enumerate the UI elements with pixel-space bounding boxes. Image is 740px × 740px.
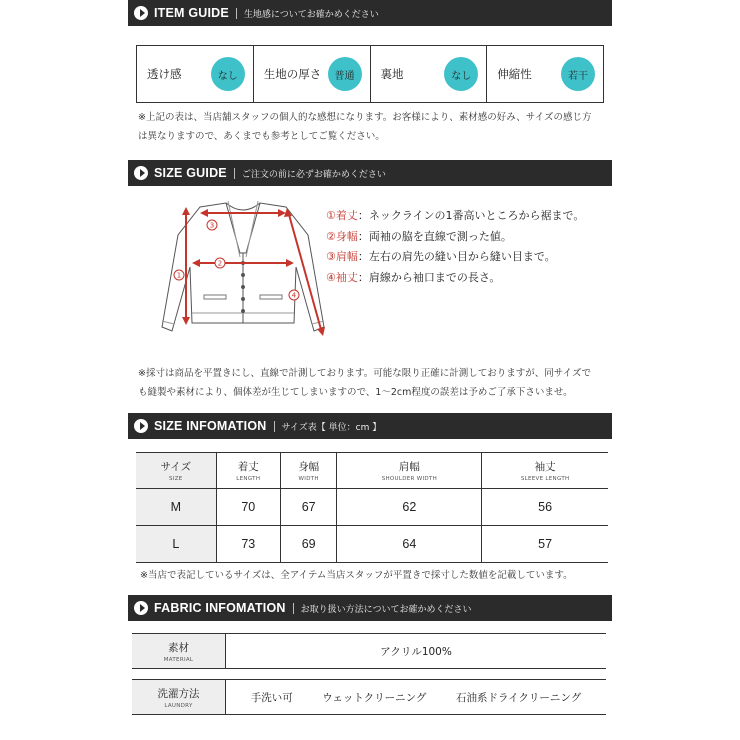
- section-subtitle: 生地感についてお確かめください: [243, 9, 379, 20]
- divider: [274, 421, 275, 432]
- item-guide-badge: なし: [211, 57, 245, 91]
- cell-value: 57: [482, 526, 608, 563]
- size-info-note: ※当店で表記しているサイズは、全アイテム当店スタッフが平置きで採寸した数値を記載しています。: [140, 570, 573, 581]
- item-guide-note: [138, 108, 592, 146]
- section-title: FABRIC INFOMATION: [154, 601, 286, 615]
- col-header-shoulder: 肩幅 SHOULDER WIDTH: [337, 453, 482, 489]
- col-header-length: 着丈 LENGTH: [216, 453, 280, 489]
- col-header-size: サイズ SIZE: [136, 453, 216, 489]
- laundry-item: ウェットクリーニング: [322, 691, 427, 704]
- col-header-width: 身幅 WIDTH: [280, 453, 337, 489]
- item-guide-label: 裏地: [380, 67, 404, 81]
- item-guide-cell-lining: [371, 46, 488, 102]
- cell-size: M: [136, 489, 216, 526]
- cell-value: 56: [482, 489, 608, 526]
- fabric-row-material: [132, 633, 606, 669]
- fabric-laundry-values: [226, 680, 606, 714]
- item-guide-badge: 若干: [561, 57, 595, 91]
- divider: [236, 8, 237, 19]
- legend-item: ④袖丈：肩線から袖口までの長さ。: [326, 270, 501, 284]
- label-4: 4: [291, 291, 297, 300]
- note-line: も縫製や素材により、個体差が生じてしまいますので、1〜2cm程度の誤差は予めご了承下さいませ。: [138, 387, 573, 398]
- fabric-material-value: アクリル100%: [380, 645, 452, 658]
- cell-value: 70: [216, 489, 280, 526]
- note-line: ※上記の表は、当店舗スタッフの個人的な感想になります。お客様により、素材感の好み、サイズの感じ方: [138, 112, 592, 123]
- section-subtitle: お取り扱い方法についてお確かめください: [300, 604, 472, 615]
- item-guide-badge: なし: [444, 57, 478, 91]
- section-title: SIZE INFOMATION: [154, 419, 267, 433]
- section-title: SIZE GUIDE: [154, 166, 227, 180]
- item-guide-table: [136, 45, 604, 103]
- fabric-row-header: 素材 MATERIAL: [132, 634, 226, 668]
- divider: [293, 603, 294, 614]
- note-line: は異なりますので、あくまでも参考としてご覧ください。: [138, 131, 385, 142]
- size-guide-header: [128, 160, 612, 186]
- item-guide-header: [128, 0, 612, 26]
- table-row: [136, 526, 608, 563]
- item-guide-cell-thickness: [254, 46, 371, 102]
- size-table: [136, 452, 608, 563]
- item-guide-badge: 普通: [328, 57, 362, 91]
- play-circle-icon: [134, 419, 148, 433]
- cell-value: 67: [280, 489, 337, 526]
- legend-item: ①着丈：ネックラインの1番高いところから裾まで。: [326, 209, 585, 222]
- item-guide-label: 生地の厚さ: [263, 67, 322, 81]
- item-guide-label: 伸縮性: [497, 67, 532, 81]
- legend-item: ③肩幅：左右の肩先の縫い目から縫い目まで。: [326, 250, 556, 263]
- item-guide-cell-stretch: [487, 46, 603, 102]
- cell-value: 73: [216, 526, 280, 563]
- section-subtitle: ご注文の前に必ずお確かめください: [241, 169, 386, 180]
- table-row: [136, 489, 608, 526]
- item-guide-label: 透け感: [147, 67, 182, 81]
- table-header-row: [136, 453, 608, 489]
- item-guide-cell-transparency: [137, 46, 254, 102]
- section-subtitle: サイズ表【 単位：cm 】: [281, 422, 382, 433]
- cardigan-diagram: [148, 195, 338, 355]
- col-header-sleeve: 袖丈 SLEEVE LENGTH: [482, 453, 608, 489]
- size-info-header: [128, 413, 612, 439]
- size-guide-note: [138, 364, 591, 402]
- section-title: ITEM GUIDE: [154, 6, 229, 20]
- play-circle-icon: [134, 601, 148, 615]
- divider: [234, 168, 235, 179]
- cell-value: 64: [337, 526, 482, 563]
- laundry-item: 石油系ドライクリーニング: [455, 691, 582, 704]
- note-line: ※採寸は商品を平置きにし、直線で計測しております。可能な限り正確に計測しておりますが、同サイズで: [138, 368, 591, 379]
- fabric-row-header: 洗濯方法 LAUNDRY: [132, 680, 226, 714]
- size-guide-legend: [326, 206, 584, 288]
- cell-value: 62: [337, 489, 482, 526]
- fabric-row-laundry: [132, 679, 606, 715]
- fabric-info-header: [128, 595, 612, 621]
- cell-size: L: [136, 526, 216, 563]
- play-circle-icon: [134, 6, 148, 20]
- laundry-item: 手洗い可: [250, 691, 293, 704]
- measure-labels: [174, 220, 299, 300]
- label-3: 3: [209, 221, 215, 230]
- legend-item: ②身幅：両袖の脇を直線で測った値。: [326, 229, 512, 243]
- label-2: 2: [217, 259, 223, 268]
- play-circle-icon: [134, 166, 148, 180]
- cell-value: 69: [280, 526, 337, 563]
- label-1: 1: [176, 271, 182, 280]
